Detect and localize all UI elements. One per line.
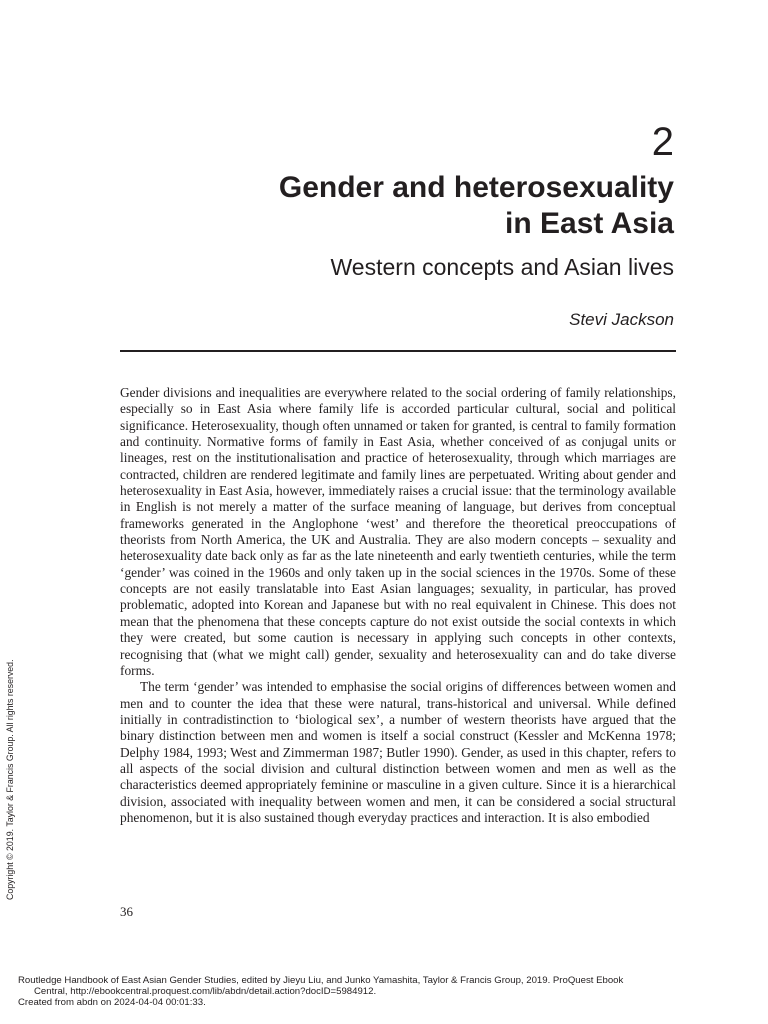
citation-footer bbox=[18, 975, 758, 1008]
copyright-notice: Copyright © 2019. Taylor & Francis Group. All rights reserved. bbox=[5, 659, 15, 900]
body-paragraph-1: Gender divisions and inequalities are everywhere related to the social ordering of family relationships, especially so in East Asia where family life is accorded particular cultural, social and political significance. Heterosexuality, though often unnamed or taken for granted, is central to family formation and continuity. Normative forms of family in East Asia, whether conceived of as conjugal units or lineages, rest on the institutionalisation and practice of heterosexuality, through which marriages are contracted, children are rendered legitimate and family lines are perpetuated. Writing about gender and heterosexuality in East Asia, however, immediately raises a crucial issue: that the terminology available in English is not merely a matter of the surface meaning of language, but derives from conceptual frameworks generated in the Anglophone ‘west’ and therefore the theoretical preoccupations of theorists from North America, the UK and Australia. They are also modern concepts – sexuality and heterosexuality date back only as far as the late nineteenth and early twentieth centuries, while the term ‘gender’ was coined in the 1960s and only taken up in the social sciences in the 1970s. Some of these concepts are not easily translatable into East Asian languages; sexuality, in particular, has proved problematic, adopted into Korean and Japanese but with no real equivalent in Chinese. This does not mean that the phenomena that these concepts capture do not exist outside the social contexts in which they were created, but some caution is necessary in applying such concepts in other contexts, recognising that (what we might call) gender, sexuality and heterosexuality can and do take diverse forms. bbox=[120, 385, 676, 678]
chapter-title-line-1: Gender and heterosexuality bbox=[278, 171, 674, 204]
page-number: 36 bbox=[120, 904, 133, 919]
chapter-number: 2 bbox=[651, 120, 674, 164]
chapter-author: Stevi Jackson bbox=[569, 310, 674, 329]
chapter-subtitle: Western concepts and Asian lives bbox=[330, 254, 674, 280]
footer-line-2: Central, http://ebookcentral.proquest.com/lib/abdn/detail.action?docID=5984912. bbox=[34, 986, 377, 997]
footer-line-3: Created from abdn on 2024-04-04 00:01:33. bbox=[18, 997, 206, 1008]
chapter-title-line-2: in East Asia bbox=[505, 207, 674, 240]
footer-line-1: Routledge Handbook of East Asian Gender Studies, edited by Jieyu Liu, and Junko Yamashita, Taylor & Francis Group, 2019. ProQuest Ebook bbox=[18, 975, 624, 986]
body-paragraph-2: The term ‘gender’ was intended to emphasise the social origins of differences between women and men and to counter the idea that these were natural, trans-historical and universal. While defined initially in contradistinction to ‘biological sex’, a number of western theorists have argued that the binary distinction between men and women is itself a social construct (Kessler and McKenna 1978; Delphy 1984, 1993; West and Zimmerman 1987; Butler 1990). Gender, as used in this chapter, refers to all aspects of the social division and cultural distinction between women and men as well as the characteristics deemed appropriately feminine or masculine in a given culture. Since it is a hierarchical division, associated with inequality between women and men, it can be considered a social structural phenomenon, but it is also sustained though everyday practices and interaction. It is also embodied bbox=[120, 679, 676, 825]
chapter-title bbox=[114, 170, 674, 242]
body-text bbox=[120, 385, 676, 826]
title-divider bbox=[120, 350, 676, 352]
